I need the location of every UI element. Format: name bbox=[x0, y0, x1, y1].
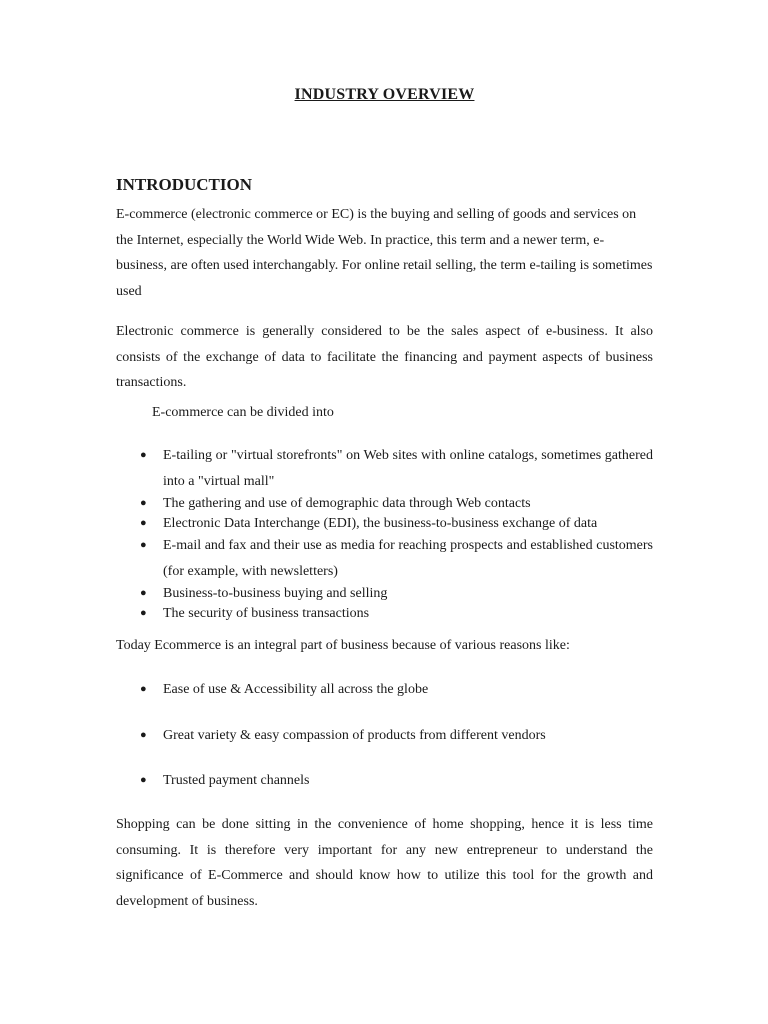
list-item bbox=[116, 604, 653, 624]
list-item-text: Trusted payment channels bbox=[163, 773, 310, 788]
list-item-text: Business-to-business buying and selling bbox=[163, 586, 388, 601]
list-item bbox=[116, 768, 653, 794]
list-item-text: E-mail and fax and their use as media for reaching prospects and established customers (for example, with newsletters) bbox=[163, 538, 653, 579]
list-item-text: The gathering and use of demographic data through Web contacts bbox=[163, 496, 531, 511]
list-item bbox=[116, 533, 653, 584]
bullet-icon: ● bbox=[140, 728, 147, 741]
bullet-icon: ● bbox=[140, 497, 147, 509]
list-item bbox=[116, 494, 653, 514]
bullet-icon: ● bbox=[140, 449, 147, 461]
list-item-text: The security of business transactions bbox=[163, 605, 370, 621]
ecommerce-reasons-list bbox=[116, 677, 653, 814]
bullet-icon: ● bbox=[140, 774, 147, 786]
paragraph-intro: E-commerce (electronic commerce or EC) is the buying and selling of goods and services on the Internet, especially the World Wide Web. In practice, this term and a newer term, e-business, are often used interchangably. For online retail selling, the term e-tailing is sometimes used bbox=[116, 207, 653, 299]
section-heading-introduction: INTRODUCTION bbox=[116, 175, 253, 194]
document-page bbox=[116, 0, 653, 1024]
list-item-text: Electronic Data Interchange (EDI), the business-to-business exchange of data bbox=[163, 515, 598, 531]
list-item-text: E-tailing or "virtual storefronts" on Web sites with online catalogs, sometimes gathered into a "virtual mall" bbox=[163, 448, 653, 489]
bullet-icon: ● bbox=[140, 516, 147, 529]
list-item bbox=[116, 584, 653, 604]
bullet-icon: ● bbox=[140, 606, 147, 619]
list-item-text: Ease of use & Accessibility all across the globe bbox=[163, 682, 429, 697]
paragraph-divided-into: E-commerce can be divided into bbox=[152, 405, 334, 420]
list-item bbox=[116, 514, 653, 534]
list-item bbox=[116, 723, 653, 749]
bullet-icon: ● bbox=[140, 539, 147, 551]
list-item bbox=[116, 443, 653, 494]
list-item bbox=[116, 677, 653, 703]
paragraph-sales-aspect: Electronic commerce is generally considered to be the sales aspect of e-business. It also consists of the exchange of data to facilitate the financing and payment aspects of business transactions. bbox=[116, 324, 653, 390]
bullet-icon: ● bbox=[140, 683, 147, 695]
ecommerce-divisions-list bbox=[116, 443, 653, 623]
paragraph-today-ecommerce: Today Ecommerce is an integral part of business because of various reasons like: bbox=[116, 638, 570, 653]
paragraph-shopping: Shopping can be done sitting in the convenience of home shopping, hence it is less time consuming. It is therefore very important for any new entrepreneur to understand the significance of E-Commerce and should know how to utilize this tool for the growth and development of business. bbox=[116, 817, 653, 909]
document-title: INDUSTRY OVERVIEW bbox=[294, 86, 475, 103]
list-item-text: Great variety & easy compassion of products from different vendors bbox=[163, 727, 546, 743]
bullet-icon: ● bbox=[140, 587, 147, 599]
